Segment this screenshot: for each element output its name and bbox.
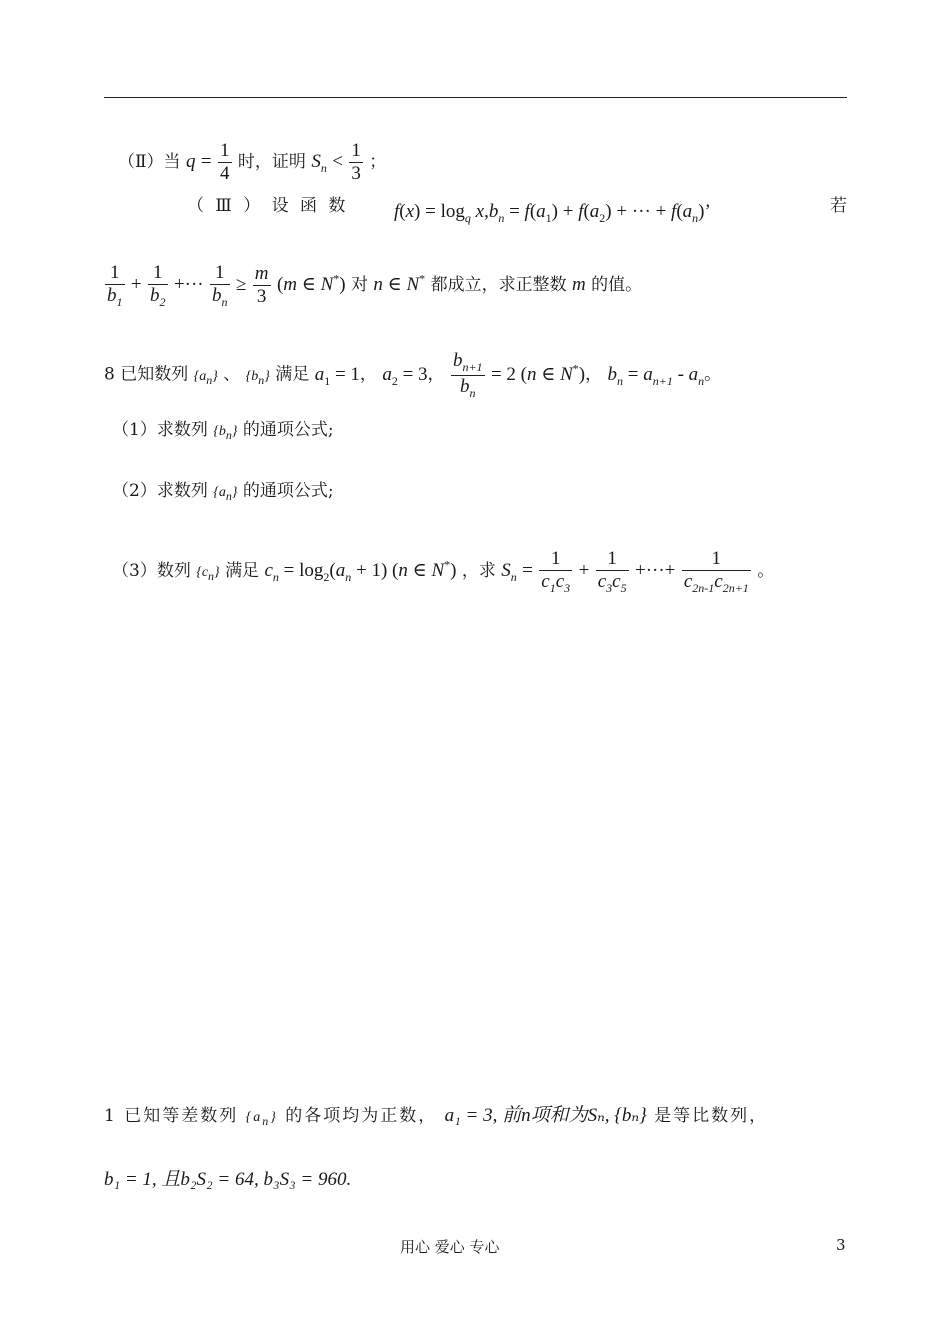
part-2-label: （Ⅱ）当 xyxy=(118,151,181,172)
footer-slogan: 用心 爱心 专心 xyxy=(400,1238,500,1256)
fraction-one-third: $\frac{1}{3}$ xyxy=(351,140,361,184)
q8-intro: 8 已知数列 xyxy=(104,364,189,385)
q8-item-2: （2）求数列 $\{a_n\}$ 的通项公式; xyxy=(112,481,334,503)
q1-line-2: b₁ = 1, 且b₂S₂ = 64, b₃S₃ = 960. xyxy=(104,1169,352,1190)
part-3-ask: 的值。 xyxy=(591,275,643,296)
part-3-condition: 都成立，求正整数 xyxy=(430,275,567,296)
part-3-tail: 若 xyxy=(830,196,847,216)
q8-item-1: （1）求数列 $\{b_n\}$ 的通项公式; xyxy=(112,420,334,442)
formula-f-and-bn: $f(x) = \log_q x,b_n = f(a_1) + f(a_2)$ + ··· + $f(a_n)$’ xyxy=(394,201,711,225)
formula-sn: $S_n$ xyxy=(311,150,327,175)
part-3-line-2: $\frac{1}{b_1}$ + $\frac{1}{b_2}$ +··· $\frac{1}{b_n}$ ≥ $\frac{m}{3}$ (m ∈ N*) 对 n ∈ N* 都成立，求正整数 m 的值。 xyxy=(107,262,643,309)
q8-item-3: （3）数列 $\{c_n\}$ 满足 $c_n = \log_2(a_n + 1)$ (n ∈ N*) ，求 $S_n$ = $\frac{1}{c_1c_3}$ + $\frac{1}{c_3c_5}$ +···+ $\frac{1}{c_{2n-1}c_{2n+1}}$ 。 xyxy=(112,548,775,595)
part-2-mid: 时，证明 xyxy=(237,151,306,172)
part-3-label: （ Ⅲ ） 设 函 数 xyxy=(187,196,346,216)
header-rule xyxy=(104,97,847,98)
part-2-end: ； xyxy=(369,151,387,172)
q8-line: 8 已知数列 $\{a_n\}$ 、 $\{b_n\}$ 满足 $a_1 = 1$， $a_2 = 3$， $\frac{b_{n+1}}{b_n}$ = 2 (n ∈ N*)， $b_n = a_{n+1} - a_n$。 xyxy=(104,350,722,400)
part-2-line: （Ⅱ）当 q = $\frac{1}{4}$ 时，证明 $S_n$ < $\frac{1}{3}$ ； xyxy=(118,140,387,184)
page-number: 3 xyxy=(836,1236,846,1254)
fraction-one-quarter: $\frac{1}{4}$ xyxy=(220,140,230,184)
formula-q: q xyxy=(185,150,196,172)
q1-line-1: 1 已知等差数列 $\{a_n\}$ 的各项均为正数， a₁ = 3, 前n项和为Sₙ, {bₙ} 是等比数列， xyxy=(104,1105,769,1128)
fraction-bn-ratio: $\frac{b_{n+1}}{b_n}$ xyxy=(452,350,483,400)
part-3-dui: 对 xyxy=(351,275,368,296)
